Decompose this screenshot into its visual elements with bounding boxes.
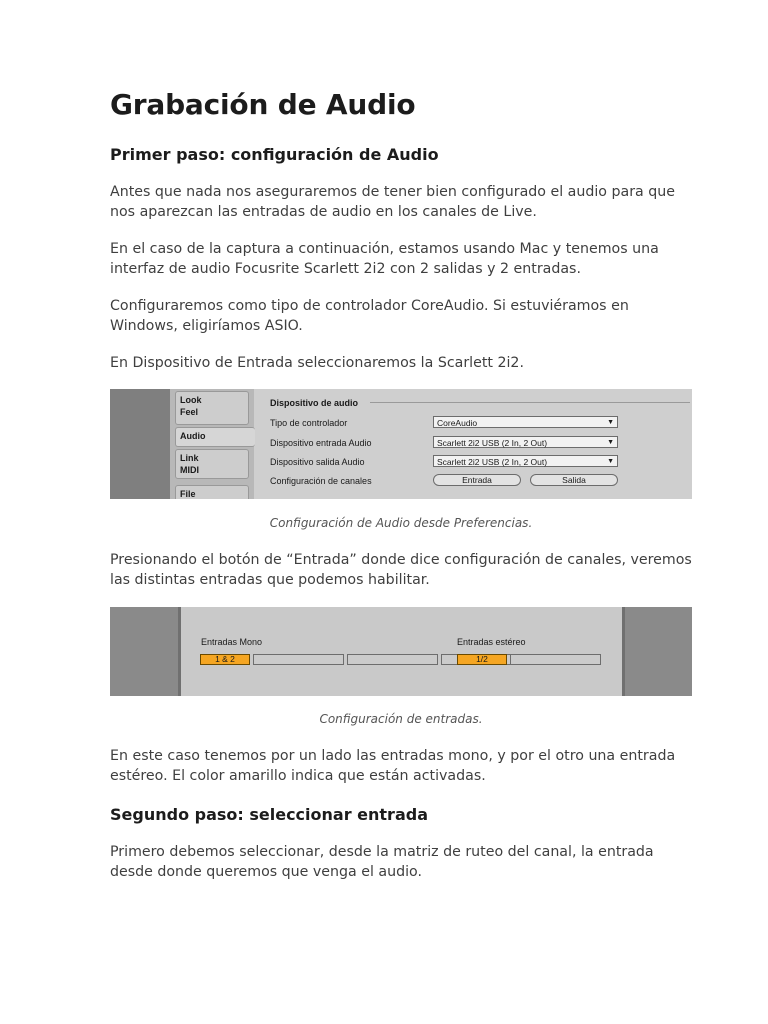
stereo-input-cell [510,654,601,665]
right-panel-edge [622,607,692,696]
left-panel-edge [110,607,180,696]
tab-file: File [175,485,249,499]
paragraph: Presionando el botón de “Entrada” donde dice configuración de canales, veremos las distintas entradas que podemos habilitar. [110,552,692,588]
mono-input-cell [253,654,344,665]
dropdown-arrow-icon: ▼ [607,419,614,426]
image-caption: Configuración de Audio desde Preferencias. [269,516,533,530]
page-title: Grabación de Audio [110,88,416,121]
section-heading-1: Primer paso: configuración de Audio [110,145,439,164]
mono-input-cell: 1 & 2 [200,654,250,665]
section-title: Dispositivo de audio [270,398,359,408]
select-value: CoreAudio [437,418,478,428]
driver-type-label: Tipo de controlador [270,418,348,428]
output-config-button: Salida [530,474,618,486]
paragraph: Configuraremos como tipo de controlador CoreAudio. Si estuviéramos en Windows, eligiríamos ASIO. [110,298,629,334]
dropdown-arrow-icon: ▼ [607,458,614,465]
stereo-input-cell: 1/2 [457,654,507,665]
audio-preferences-screenshot [110,389,692,499]
stereo-inputs-label: Entradas estéreo [457,637,526,647]
select-value: Scarlett 2i2 USB (2 In, 2 Out) [437,457,548,467]
input-config-screenshot [110,607,692,696]
paragraph: Antes que nada nos aseguraremos de tener bien configurado el audio para que nos aparezcan las entradas de audio en los canales de Live. [110,184,675,220]
paragraph: En este caso tenemos por un lado las entradas mono, y por el otro una entrada estéreo. El color amarillo indica que están activadas. [110,748,676,784]
paragraph: Primero debemos seleccionar, desde la matriz de ruteo del canal, la entrada desde donde queremos que venga el audio. [110,844,654,880]
input-config-button: Entrada [433,474,521,486]
section-heading-2: Segundo paso: seleccionar entrada [110,805,428,824]
tab-look-feel: Look Feel [175,391,249,425]
divider [370,402,690,403]
tab-link-midi: Link MIDI [175,449,249,479]
output-device-select [433,455,618,467]
dropdown-arrow-icon: ▼ [607,439,614,446]
divider [622,607,625,696]
input-device-label: Dispositivo entrada Audio [270,438,372,448]
image-caption: Configuración de entradas. [319,712,483,726]
channel-config-label: Configuración de canales [270,476,372,486]
driver-type-select [433,416,618,428]
divider [178,607,181,696]
paragraph: En Dispositivo de Entrada seleccionaremos la Scarlett 2i2. [110,355,524,371]
tab-audio: Audio [175,427,255,447]
output-device-label: Dispositivo salida Audio [270,457,365,467]
input-device-select [433,436,618,448]
mono-input-cell [347,654,438,665]
paragraph: En el caso de la captura a continuación, estamos usando Mac y tenemos una interfaz de audio Focusrite Scarlett 2i2 con 2 salidas y 2 entradas. [110,241,659,277]
select-value: Scarlett 2i2 USB (2 In, 2 Out) [437,438,548,448]
mono-inputs-label: Entradas Mono [201,637,263,647]
